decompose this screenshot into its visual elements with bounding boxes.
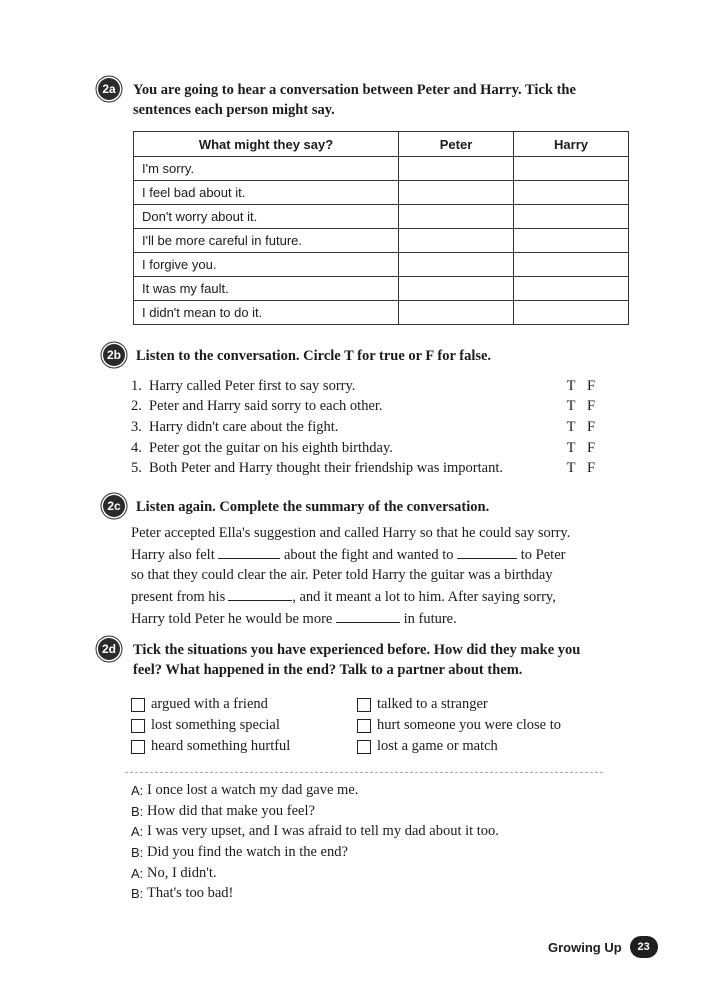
table-row: I feel bad about it. (134, 181, 629, 205)
true-option[interactable]: T (566, 398, 576, 415)
situation-item[interactable]: heard something hurtful (131, 738, 290, 755)
true-option[interactable]: T (566, 418, 576, 435)
false-option[interactable]: F (586, 439, 596, 456)
section-2a-badge: 2a (98, 78, 120, 100)
table-row: I'll be more careful in future. (134, 229, 629, 253)
false-option[interactable]: F (586, 418, 596, 435)
section-2b-instruction: Listen to the conversation. Circle T for true or F for false. (136, 348, 492, 364)
harry-tick-cell[interactable] (514, 181, 629, 205)
harry-tick-cell[interactable] (514, 301, 629, 325)
section-2d-badge: 2d (98, 638, 120, 660)
harry-tick-cell[interactable] (514, 157, 629, 181)
section-2c-instruction: Listen again. Complete the summary of the conversation. (136, 499, 490, 515)
true-option[interactable]: T (566, 460, 576, 477)
situation-item[interactable]: hurt someone you were close to (357, 717, 561, 734)
table-header-peter: Peter (399, 132, 514, 157)
list-item: 5. Both Peter and Harry thought their friendship was important. T F (131, 458, 601, 479)
blank-input[interactable] (457, 544, 517, 559)
dialogue-line: A: I was very upset, and I was afraid to tell my dad about it too. (131, 823, 499, 840)
list-item: 1. Harry called Peter first to say sorry. T F (131, 376, 601, 397)
section-2b-badge: 2b (103, 344, 125, 366)
true-false-list (131, 376, 601, 479)
blank-input[interactable] (228, 586, 292, 601)
harry-tick-cell[interactable] (514, 253, 629, 277)
summary-paragraph: Peter accepted Ella's suggestion and called Harry so that he could say sorry. Harry also felt about the fight and wanted to to Peter so that they could clear the air. Peter told Harry the guitar was a birthday present from his , and it meant a lot to him. After saying sorry, Harry told Peter he would be more in future. (131, 525, 571, 627)
table-row: I didn't mean to do it. (134, 301, 629, 325)
list-item: 2. Peter and Harry said sorry to each other. T F (131, 397, 601, 418)
sample-dialogue (131, 780, 499, 904)
section-2c-badge: 2c (103, 495, 125, 517)
checkbox-icon[interactable] (357, 740, 371, 754)
situation-item[interactable]: lost something special (131, 717, 280, 734)
dialogue-line: B: How did that make you feel? (131, 802, 315, 819)
table-row: I'm sorry. (134, 157, 629, 181)
peter-tick-cell[interactable] (399, 181, 514, 205)
true-option[interactable]: T (566, 377, 576, 394)
peter-tick-cell[interactable] (399, 205, 514, 229)
situation-item[interactable]: lost a game or match (357, 738, 498, 755)
dialogue-line: A: No, I didn't. (131, 864, 217, 881)
checkbox-icon[interactable] (131, 740, 145, 754)
table-row: Don't worry about it. (134, 205, 629, 229)
harry-tick-cell[interactable] (514, 205, 629, 229)
table-row: I forgive you. (134, 253, 629, 277)
peter-tick-cell[interactable] (399, 301, 514, 325)
list-item: 3. Harry didn't care about the fight. T F (131, 417, 601, 438)
section-2a-instruction: You are going to hear a conversation between Peter and Harry. Tick the sentences each person might say. (133, 82, 576, 118)
page-number: 23 (630, 936, 658, 958)
checkbox-icon[interactable] (357, 698, 371, 712)
situation-item[interactable]: talked to a stranger (357, 696, 488, 713)
dialogue-line: B: Did you find the watch in the end? (131, 843, 348, 860)
dialogue-line: A: I once lost a watch my dad gave me. (131, 781, 359, 798)
checkbox-icon[interactable] (357, 719, 371, 733)
harry-tick-cell[interactable] (514, 277, 629, 301)
peter-tick-cell[interactable] (399, 253, 514, 277)
peter-tick-cell[interactable] (399, 229, 514, 253)
false-option[interactable]: F (586, 398, 596, 415)
table-header-harry: Harry (514, 132, 629, 157)
section-2d-instruction: Tick the situations you have experienced before. How did they make you feel? What happened in the end? Talk to a partner about them. (133, 642, 581, 678)
harry-tick-cell[interactable] (514, 229, 629, 253)
false-option[interactable]: F (586, 460, 596, 477)
true-option[interactable]: T (566, 439, 576, 456)
blank-input[interactable] (218, 544, 280, 559)
list-item: 4. Peter got the guitar on his eighth birthday. T F (131, 438, 601, 459)
dialogue-line: B: That's too bad! (131, 885, 234, 902)
peter-tick-cell[interactable] (399, 157, 514, 181)
table-row: It was my fault. (134, 277, 629, 301)
peter-tick-cell[interactable] (399, 277, 514, 301)
false-option[interactable]: F (586, 377, 596, 394)
page-footer (548, 936, 658, 958)
situation-item[interactable]: argued with a friend (131, 696, 268, 713)
blank-input[interactable] (336, 608, 400, 623)
unit-title: Growing Up (548, 939, 622, 955)
say-table (133, 131, 629, 325)
table-header-what: What might they say? (134, 132, 399, 157)
checkbox-icon[interactable] (131, 719, 145, 733)
checkbox-icon[interactable] (131, 698, 145, 712)
